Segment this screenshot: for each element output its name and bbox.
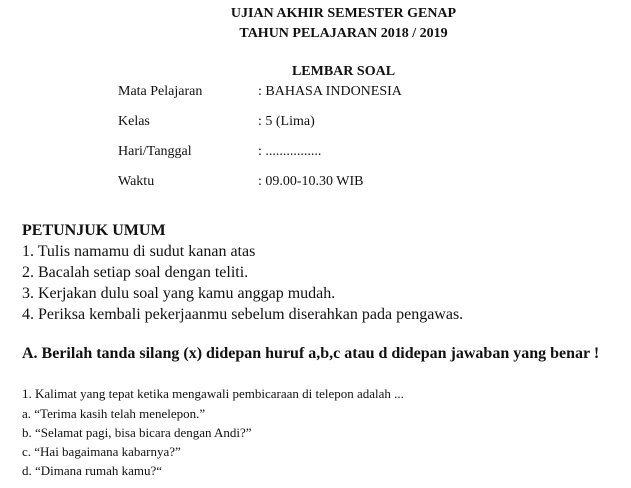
instruction-item: 4. Periksa kembali pekerjaanmu sebelum diserahkan pada pengawas. bbox=[22, 306, 464, 323]
info-row-time bbox=[118, 174, 364, 190]
instructions-heading: PETUNJUK UMUM bbox=[22, 222, 166, 239]
sheet-title: LEMBAR SOAL bbox=[291, 64, 396, 79]
question-1-option-a: a. “Terima kasih telah menelepon.” bbox=[22, 406, 206, 421]
question-1-option-b: b. “Selamat pagi, bisa bicara dengan Andi?” bbox=[22, 425, 252, 440]
instruction-item: 3. Kerjakan dulu soal yang kamu anggap mudah. bbox=[22, 285, 336, 302]
info-label: Waktu bbox=[118, 174, 155, 189]
info-row-class bbox=[118, 114, 315, 130]
info-value: : 09.00-10.30 WIB bbox=[258, 174, 364, 189]
info-label: Hari/Tanggal bbox=[118, 144, 192, 159]
instruction-item: 1. Tulis namamu di sudut kanan atas bbox=[22, 243, 256, 260]
question-1-option-d: d. “Dimana rumah kamu?“ bbox=[22, 463, 163, 478]
info-value: : ................ bbox=[258, 144, 322, 159]
info-row-date bbox=[118, 144, 321, 160]
info-label: Kelas bbox=[118, 114, 150, 129]
info-row-subject bbox=[118, 84, 402, 100]
academic-year: TAHUN PELAJARAN 2018 / 2019 bbox=[239, 26, 448, 41]
info-label: Mata Pelajaran bbox=[118, 84, 203, 99]
info-value: : 5 (Lima) bbox=[258, 114, 315, 129]
info-value: : BAHASA INDONESIA bbox=[258, 84, 402, 99]
exam-title: UJIAN AKHIR SEMESTER GENAP bbox=[230, 6, 457, 21]
instruction-item: 2. Bacalah setiap soal dengan teliti. bbox=[22, 264, 249, 281]
question-1-text: 1. Kalimat yang tepat ketika mengawali pembicaraan di telepon adalah ... bbox=[22, 386, 404, 401]
section-a-heading: A. Berilah tanda silang (x) didepan huruf a,b,c atau d didepan jawaban yang benar ! bbox=[22, 345, 600, 362]
question-1-option-c: c. “Hai bagaimana kabarnya?” bbox=[22, 444, 181, 459]
